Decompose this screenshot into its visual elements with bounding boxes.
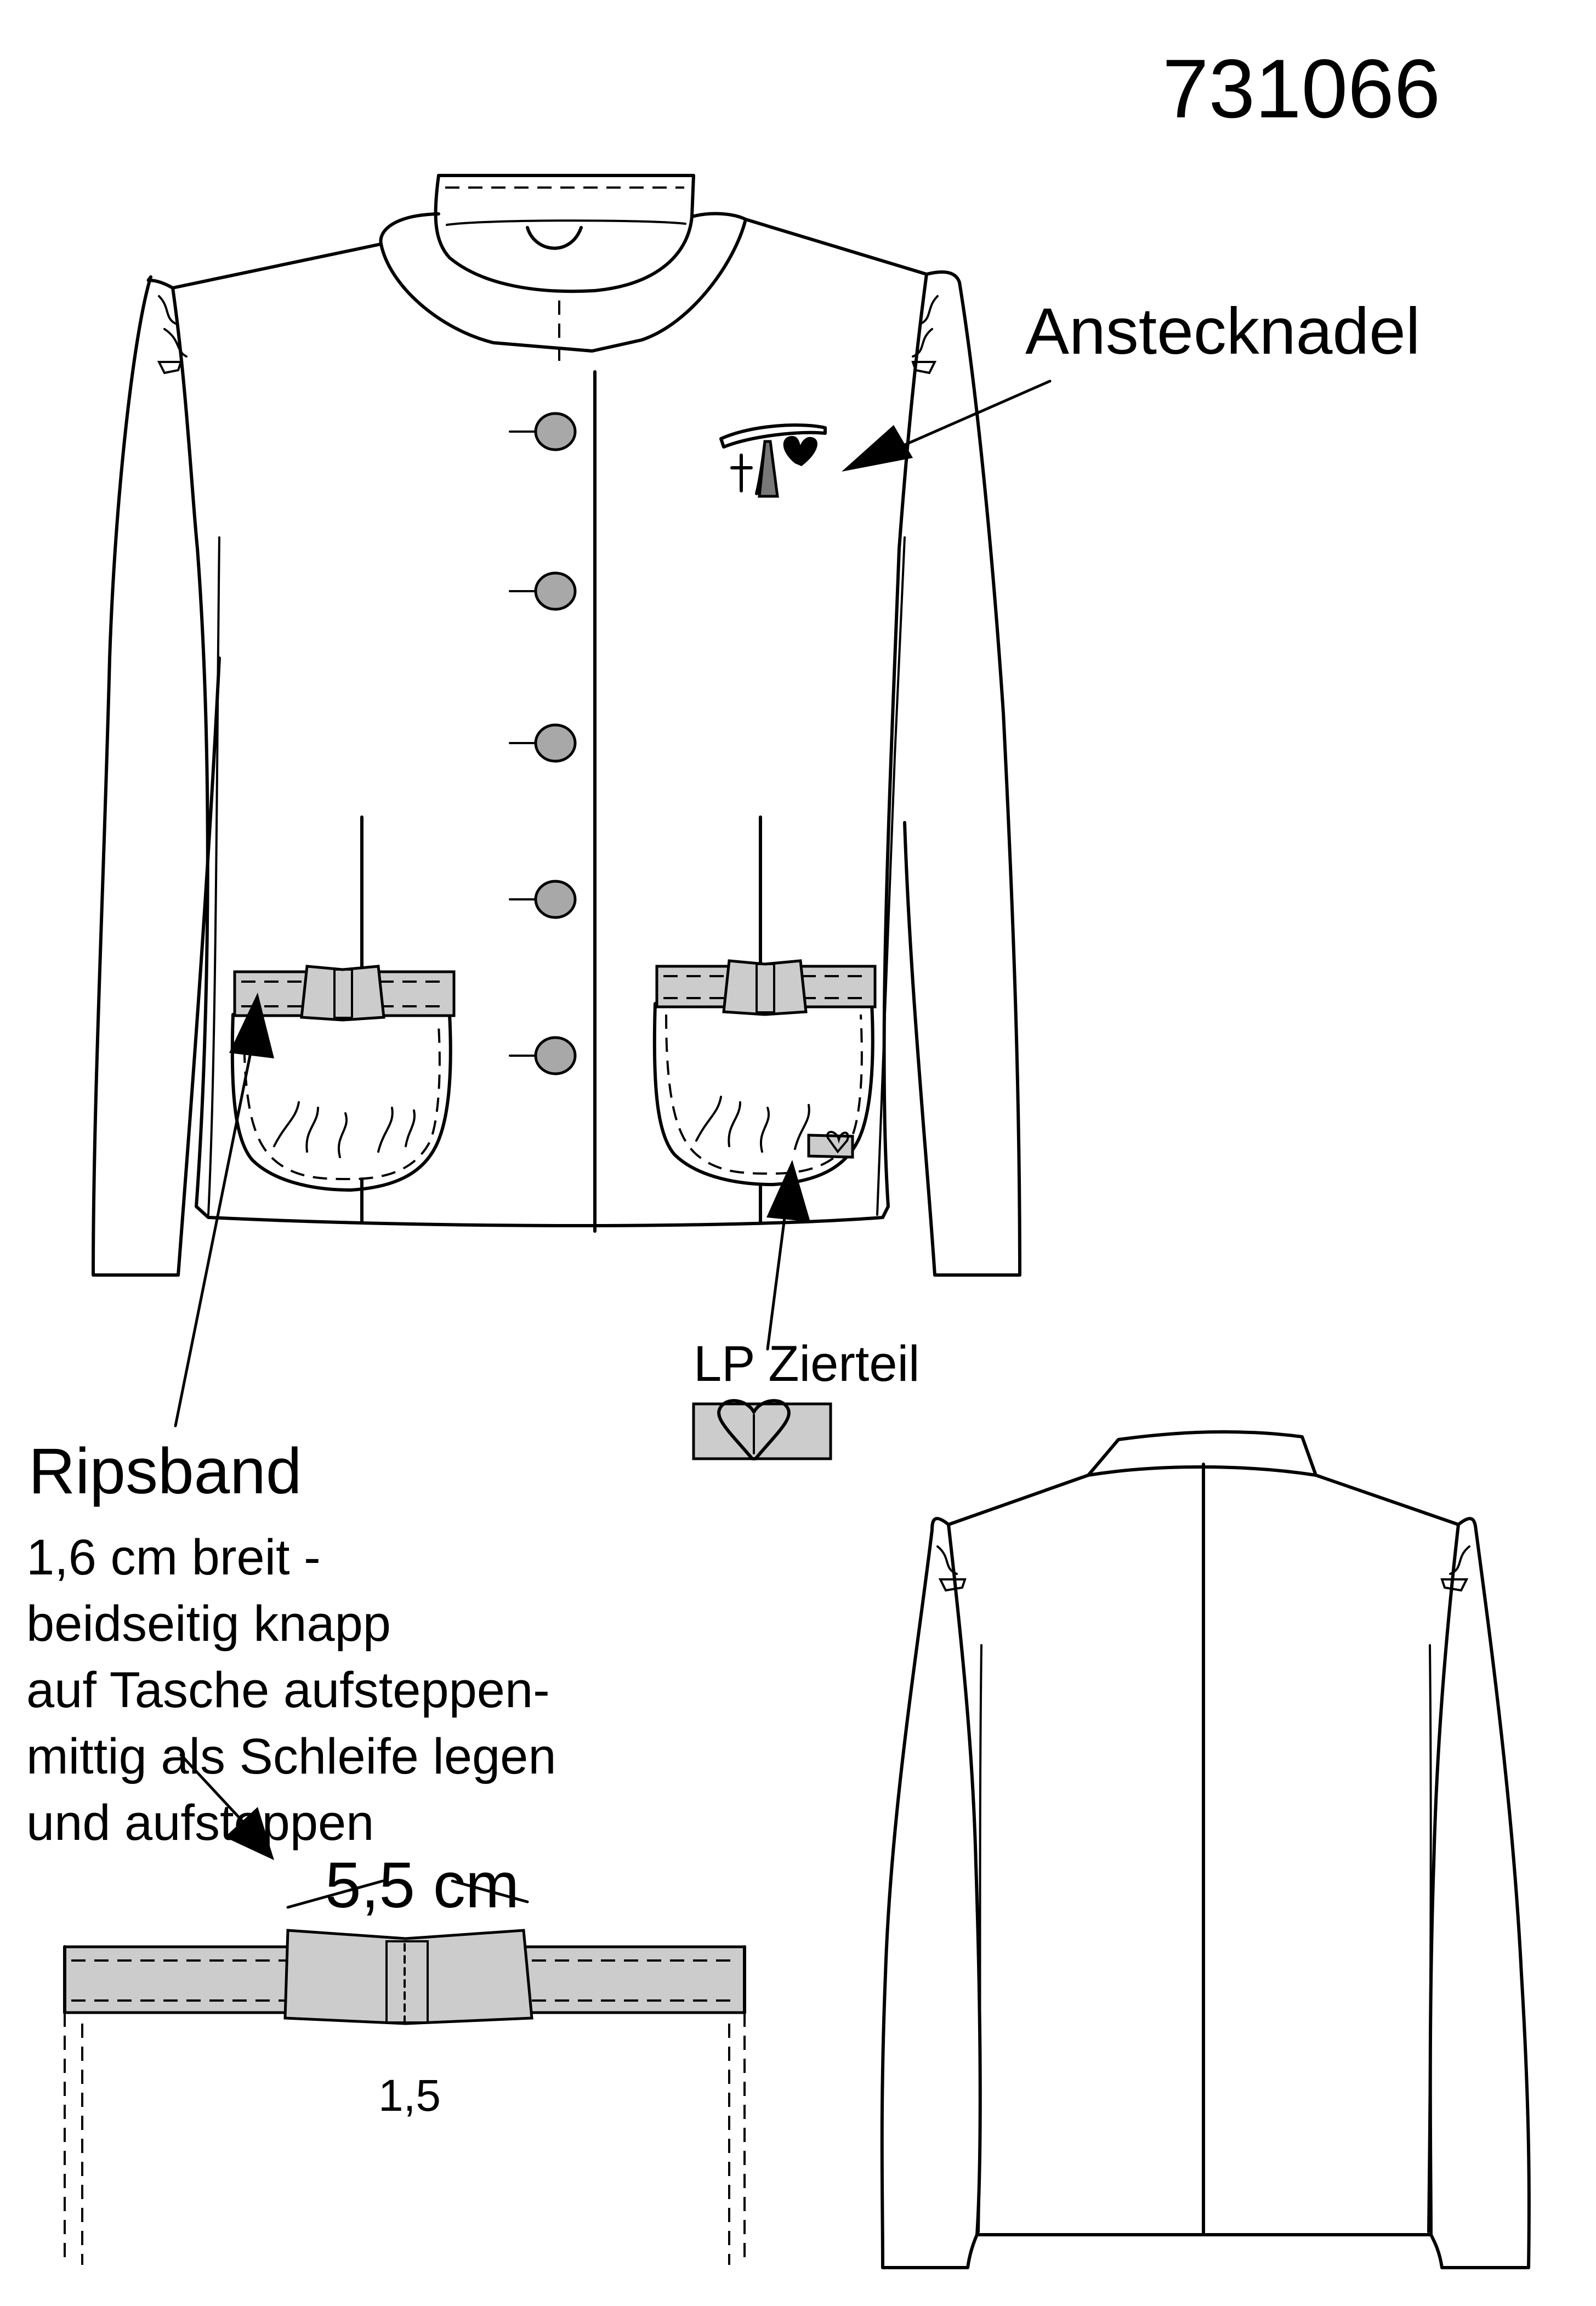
ribbon-instructions (26, 1525, 556, 1856)
ribbon-title: Ripsband (29, 1435, 302, 1508)
button (510, 1038, 575, 1074)
ribbon-note: und aufsteppen (26, 1795, 374, 1851)
jacket-front-view (93, 175, 1020, 1275)
front-collar (380, 175, 746, 362)
model-number: 731066 (1162, 42, 1441, 135)
front-body-outline (173, 219, 927, 1226)
decoration-label: LP Zierteil (694, 1336, 920, 1392)
button (510, 881, 575, 917)
front-right-sleeve (905, 272, 1020, 1275)
front-right-pocket (655, 961, 875, 1185)
bow-center-dimension: 1,5 (378, 2071, 441, 2121)
ribbon-width-dimension: 5,5 cm (325, 1849, 520, 1922)
jacket-back-view (882, 1432, 1529, 2268)
brooch-pin (721, 425, 825, 496)
ribbon-note: mittig als Schleife legen (26, 1729, 556, 1784)
button (510, 573, 575, 609)
back-left-sleeve (882, 1519, 977, 2268)
ribbon-note: auf Tasche aufsteppen- (26, 1662, 550, 1718)
button (510, 413, 575, 450)
ribbon-note: 1,6 cm breit - (26, 1529, 321, 1585)
front-buttons (510, 413, 575, 1074)
ribbon-note: beidseitig knapp (26, 1596, 391, 1652)
pin-label: Anstecknadel (1025, 294, 1421, 368)
back-right-sleeve (1431, 1519, 1529, 2268)
lp-decoration-detail (694, 1401, 831, 1459)
front-left-pocket (232, 966, 454, 1190)
button (510, 725, 575, 761)
